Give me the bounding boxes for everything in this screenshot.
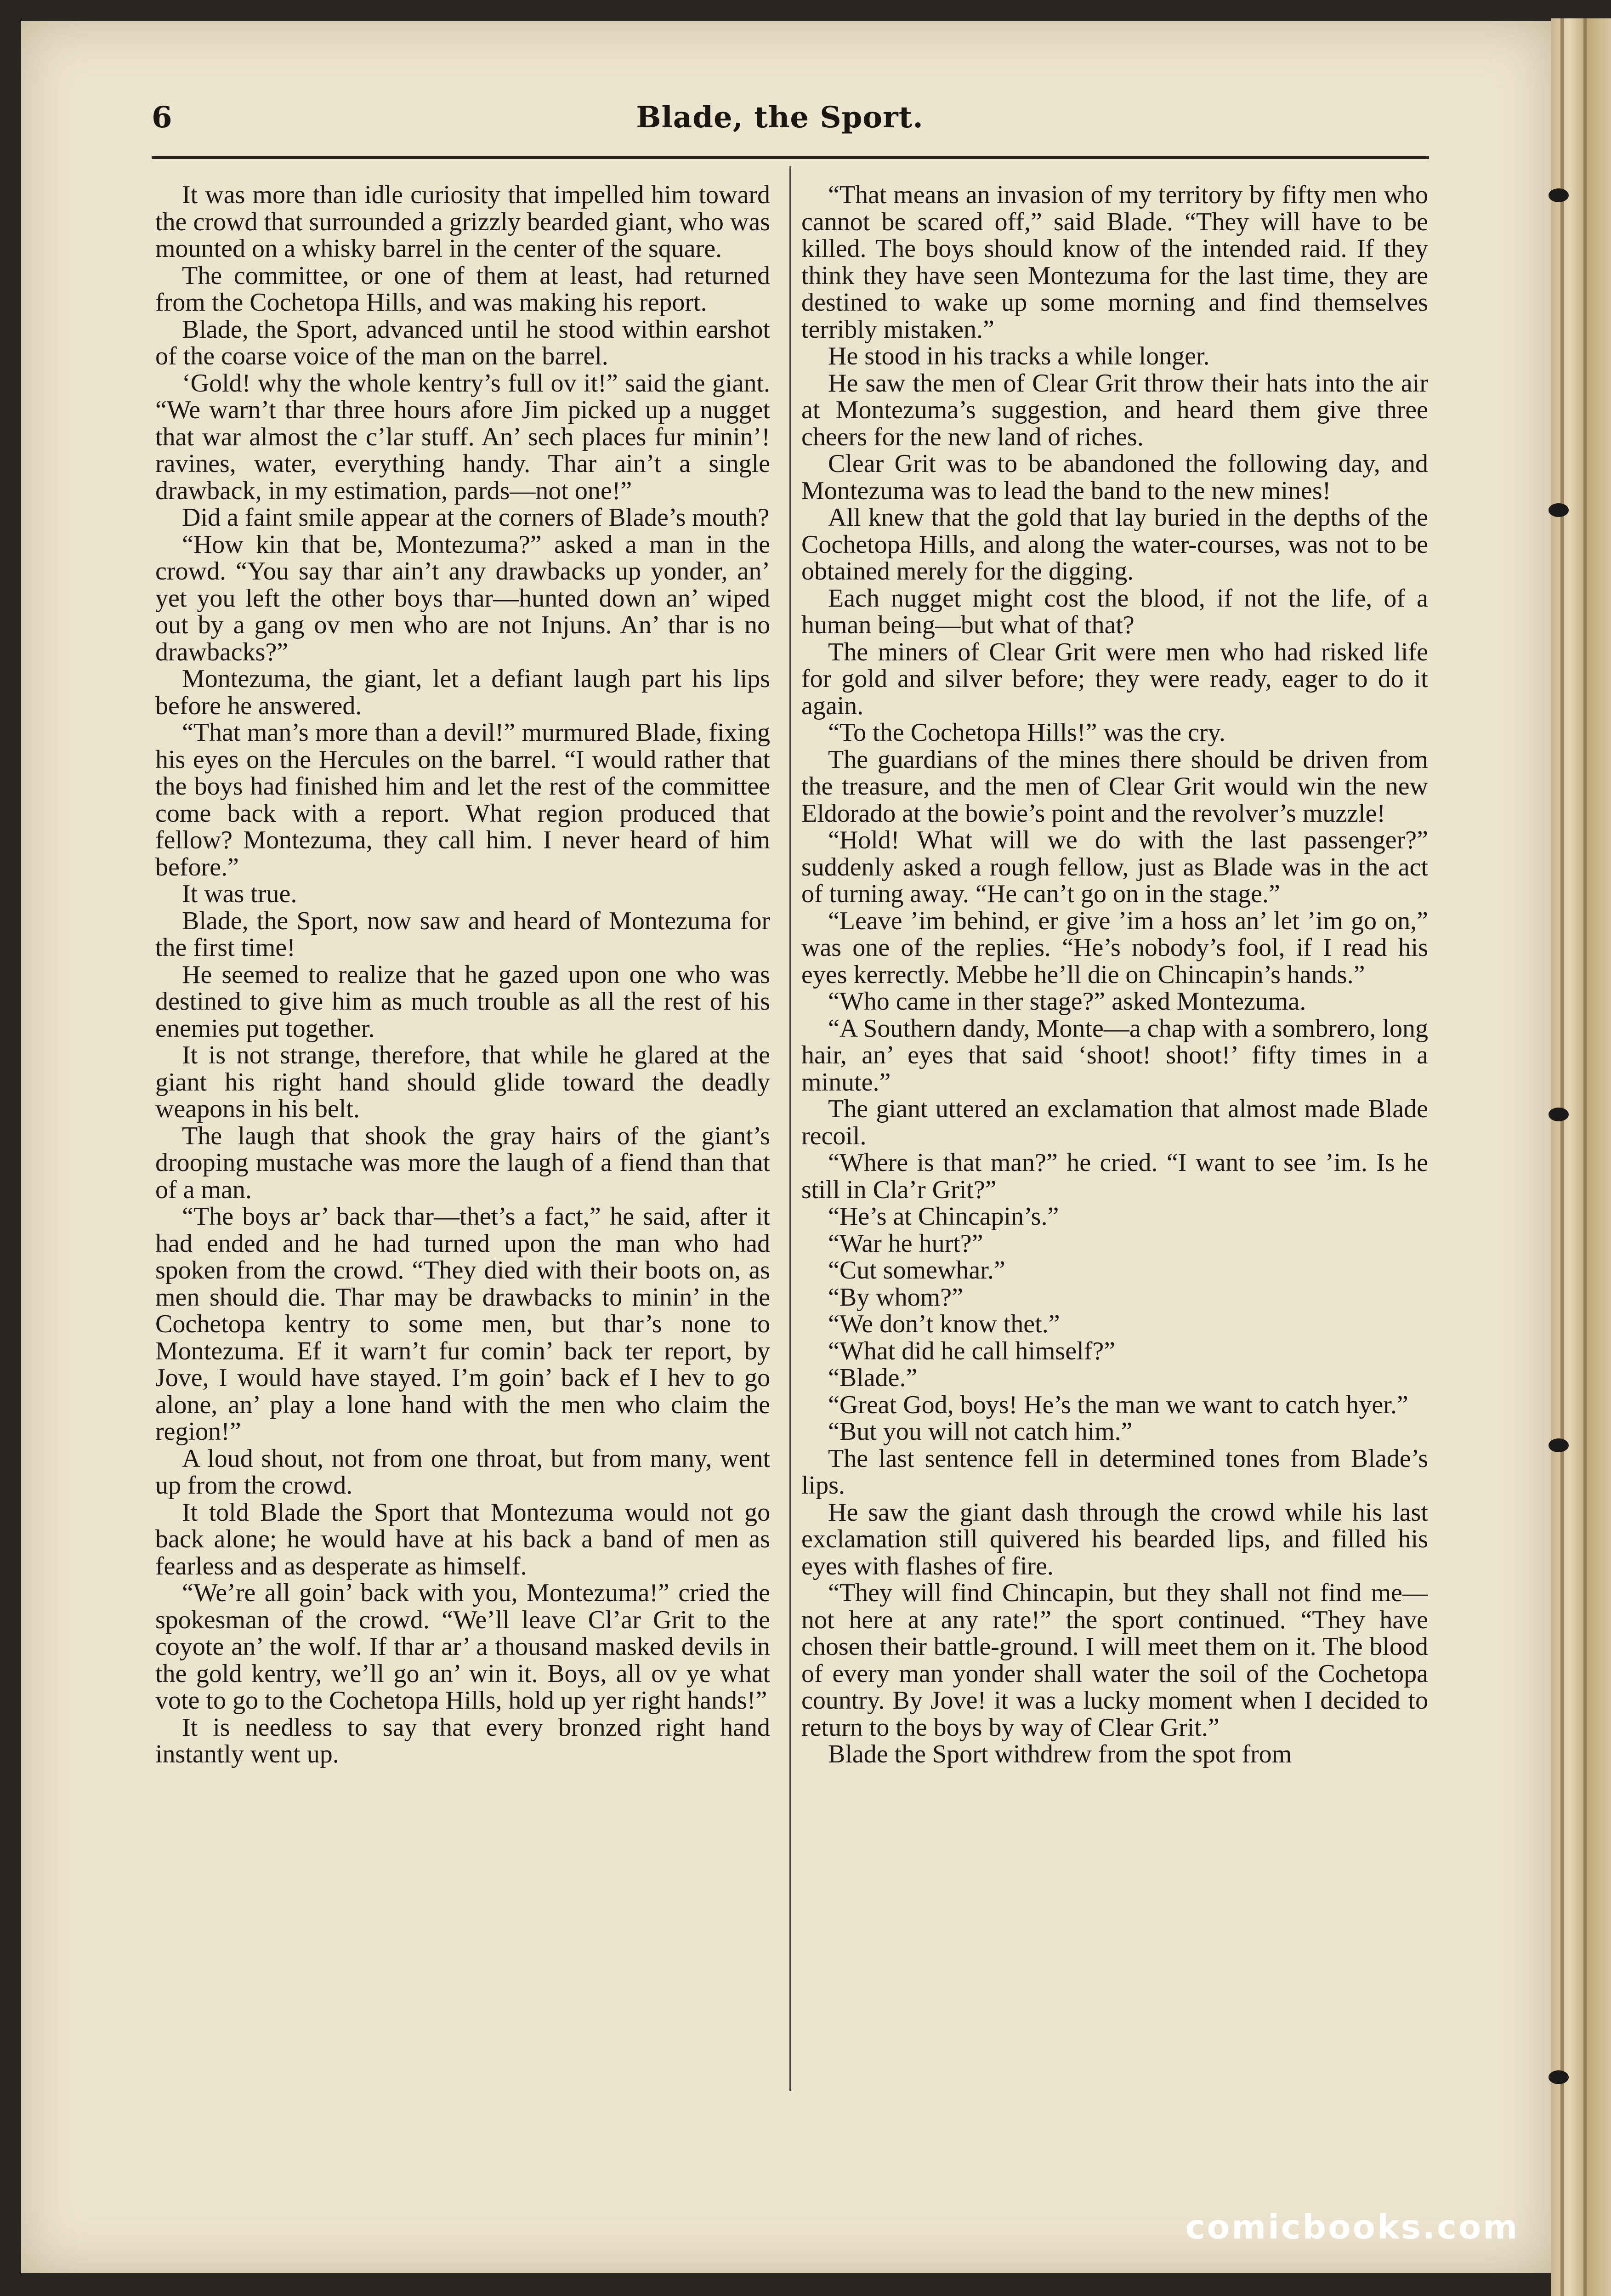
running-title: Blade, the Sport.	[636, 100, 924, 135]
binding-hole	[1549, 188, 1569, 202]
paragraph: “How kin that be, Montezuma?” asked a man in the crowd. “You say thar ain’t any drawbacks up yonder, an’ yet you left the other boys thar—hunted down an’ wiped out by a gang ov men who are not Injuns. An’ thar is no drawbacks?”	[155, 530, 770, 666]
page-number: 6	[152, 100, 172, 135]
binding-hole	[1549, 2070, 1569, 2084]
paragraph: “War he hurt?”	[828, 1229, 983, 1258]
paragraph: The guardians of the mines there should be driven from the treasure, and the men of Clear Grit would win the new Eldorado at the bowie’s point and the revolver’s muzzle!	[801, 745, 1428, 828]
paragraph: Montezuma, the giant, let a defiant laugh part his lips before he answered.	[155, 665, 770, 720]
paragraph: Blade, the Sport, now saw and heard of Montezuma for the first time!	[155, 906, 770, 962]
paragraph: He seemed to realize that he gazed upon one who was destined to give him as much trouble as all the rest of his enemies put together.	[155, 960, 770, 1043]
paragraph: “We’re all goin’ back with you, Montezuma!” cried the spokesman of the crowd. “We’ll leave Cl’ar Grit to the coyote an’ the wolf. If thar ar’ a thousand masked devils in the gold kentry, we’ll go an’ win it. Boys, all ov ye what vote to go to the Cochetopa Hills, hold up yer right hands!”	[155, 1579, 770, 1715]
page-fold	[1560, 18, 1564, 2296]
paragraph: “Blade.”	[828, 1364, 918, 1392]
page-stack-edge	[1551, 18, 1611, 2296]
paragraph: It is not strange, therefore, that while he glared at the giant his right hand should glide toward the deadly weapons in his belt.	[155, 1041, 770, 1123]
paragraph: “Where is that man?” he cried. “I want to see ’im. Is he still in Cla’r Grit?”	[801, 1148, 1428, 1204]
paragraph: Clear Grit was to be abandoned the following day, and Montezuma was to lead the band to the new mines!	[801, 449, 1428, 505]
paragraph: Blade, the Sport, advanced until he stood within earshot of the coarse voice of the man on the barrel.	[155, 315, 770, 370]
paragraph: The last sentence fell in determined tones from Blade’s lips.	[801, 1444, 1428, 1500]
binding-hole	[1549, 1438, 1569, 1452]
paragraph: It was true.	[182, 880, 297, 908]
paragraph: “What did he call himself?”	[828, 1336, 1116, 1365]
paragraph: The laugh that shook the gray hairs of the giant’s drooping mustache was more the laugh of a fiend than that of a man.	[155, 1121, 770, 1204]
paragraph: Did a faint smile appear at the corners of Blade’s mouth?	[182, 503, 770, 532]
paragraph: “Cut somewhar.”	[828, 1256, 1005, 1284]
paragraph: He stood in his tracks a while longer.	[828, 342, 1210, 370]
paragraph: He saw the men of Clear Grit throw their hats into the air at Montezuma’s suggestion, and heard them give three cheers for the new land of riches.	[801, 369, 1428, 451]
right-column	[801, 182, 1428, 2093]
paragraph: It was more than idle curiosity that impelled him toward the crowd that surrounded a grizzly bearded giant, who was mounted on a whisky barrel in the center of the square.	[155, 182, 770, 263]
left-column	[155, 182, 770, 2093]
paragraph: It is needless to say that every bronzed right hand instantly went up.	[155, 1713, 770, 1768]
paragraph: “But you will not catch him.”	[828, 1417, 1133, 1446]
paragraph: ‘Gold! why the whole kentry’s full ov it!” said the giant. “We warn’t thar three hours afore Jim picked up a nugget that war almost the c’lar stuff. An’ sech places fur minin’! ravines, water, everything handy. Thar ain’t a single drawback, in my estimation, pards—not one!”	[155, 369, 770, 505]
column-divider	[789, 166, 791, 2091]
page-fold	[1583, 18, 1587, 2296]
binding-hole	[1549, 503, 1569, 517]
binding-hole	[1549, 1108, 1569, 1121]
page-header	[130, 100, 1430, 151]
paragraph: All knew that the gold that lay buried in the depths of the Cochetopa Hills, and along the water-courses, was not to be obtained merely for the digging.	[801, 503, 1428, 585]
paragraph: “We don’t know thet.”	[828, 1310, 1060, 1338]
header-rule	[152, 156, 1429, 159]
paragraph: Each nugget might cost the blood, if not the life, of a human being—but what of that?	[801, 584, 1428, 639]
paragraph: “Hold! What will we do with the last passenger?” suddenly asked a rough fellow, just as Blade was in the act of turning away. “He can’t go on in the stage.”	[801, 826, 1428, 908]
paragraph: “The boys ar’ back thar—thet’s a fact,” he said, after it had ended and he had turned upon the man who had spoken from the crowd. “They died with their boots on, as men should die. Thar may be drawbacks to minin’ in the Cochetopa kentry to some men, but thar’s none to Montezuma. Ef it warn’t fur comin’ back ter report, by Jove, I would have stayed. I’m goin’ back ef I hev to go alone, an’ play a lone hand with the men who claim the region!”	[155, 1202, 770, 1446]
paragraph: “They will find Chincapin, but they shall not find me—not here at any rate!” the sport continued. “They have chosen their battle-ground. I will meet them on it. The blood of every man yonder shall water the soil of the Cochetopa country. By Jove! it was a lucky moment when I decided to return to the boys by way of Clear Grit.”	[801, 1579, 1428, 1742]
paragraph: “Who came in ther stage?” asked Montezuma.	[828, 987, 1306, 1016]
paragraph: He saw the giant dash through the crowd while his last exclamation still quivered his bearded lips, and filled his eyes with flashes of fire.	[801, 1498, 1428, 1580]
paragraph: Blade the Sport withdrew from the spot from	[828, 1740, 1292, 1768]
paragraph: “He’s at Chincapin’s.”	[828, 1202, 1059, 1231]
paragraph: “To the Cochetopa Hills!” was the cry.	[828, 718, 1225, 747]
paragraph: The committee, or one of them at least, had returned from the Cochetopa Hills, and was making his report.	[155, 261, 770, 317]
watermark-text: comicbooks.com	[1186, 2208, 1520, 2246]
paragraph: “By whom?”	[828, 1283, 963, 1312]
paragraph: “Great God, boys! He’s the man we want to catch hyer.”	[828, 1390, 1408, 1419]
paragraph: A loud shout, not from one throat, but from many, went up from the crowd.	[155, 1444, 770, 1500]
paragraph: “That means an invasion of my territory by fifty men who cannot be scared off,” said Blade. “They will have to be killed. The boys should know of the intended raid. If they think they have seen Montezuma for the last time, they are destined to wake up some morning and find themselves terribly mistaken.”	[801, 182, 1428, 344]
paragraph: “A Southern dandy, Monte—a chap with a sombrero, long hair, an’ eyes that said ‘shoot! shoot!’ fifty times in a minute.”	[801, 1014, 1428, 1097]
paragraph: “Leave ’im behind, er give ’im a hoss an’ let ’im go on,” was one of the replies. “He’s nobody’s fool, if I read his eyes kerrectly. Mebbe he’ll die on Chincapin’s hands.”	[801, 906, 1428, 989]
paragraph: It told Blade the Sport that Montezuma would not go back alone; he would have at his back a band of men as fearless and as desperate as himself.	[155, 1498, 770, 1580]
paragraph: The miners of Clear Grit were men who had risked life for gold and silver before; they were ready, eager to do it again.	[801, 637, 1428, 720]
paragraph: The giant uttered an exclamation that almost made Blade recoil.	[801, 1095, 1428, 1150]
paragraph: “That man’s more than a devil!” murmured Blade, fixing his eyes on the Hercules on the barrel. “I would rather that the boys had finished him and let the rest of the committee come back with a report. What region produced that fellow? Montezuma, they call him. I never heard of him before.”	[155, 718, 770, 881]
